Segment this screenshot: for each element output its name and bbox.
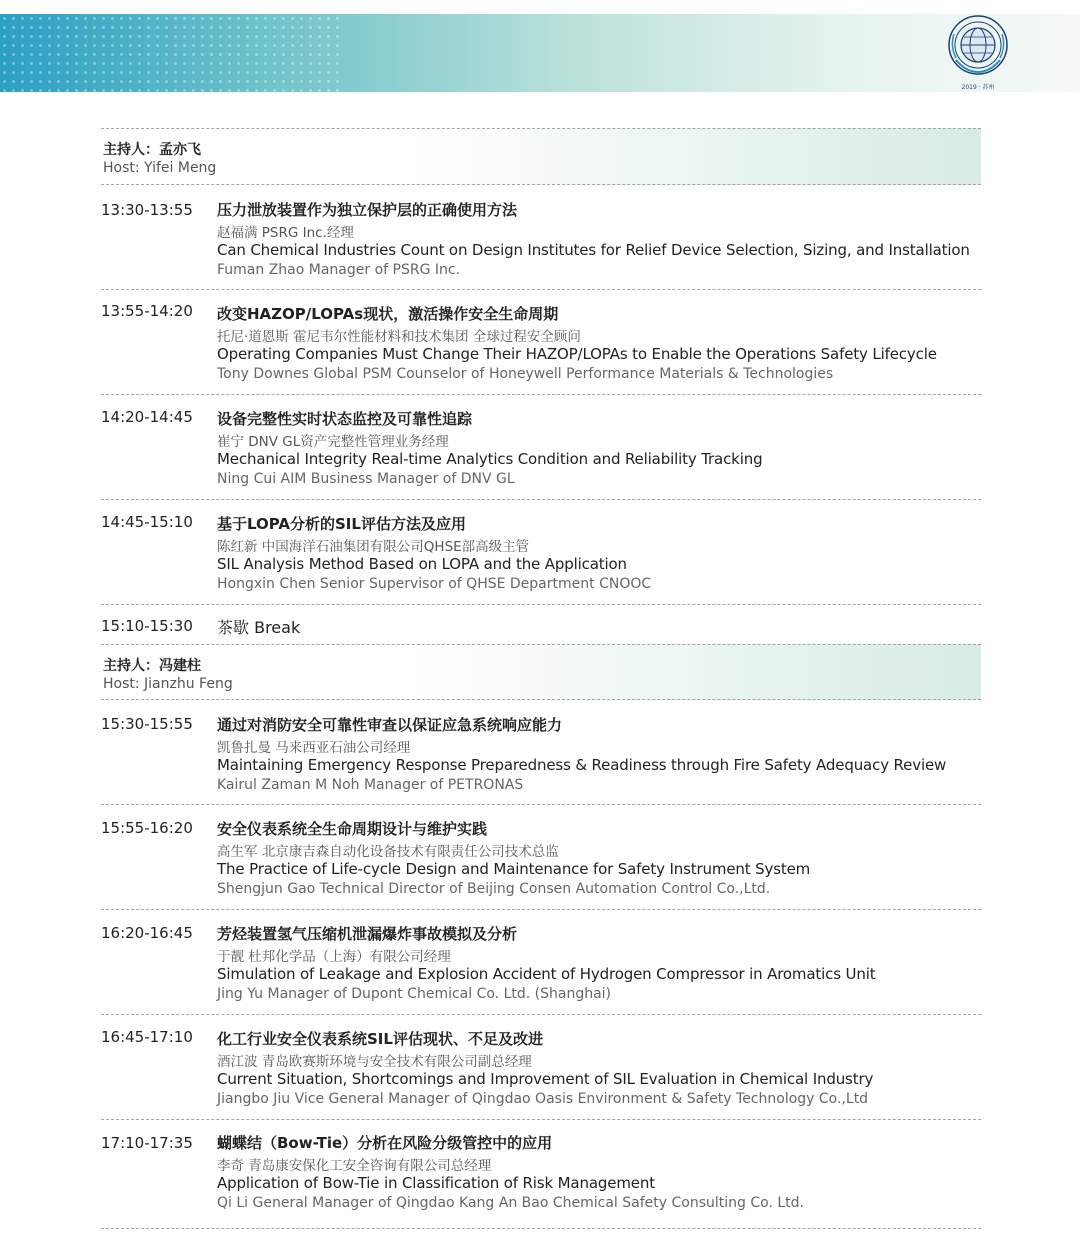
agenda-item (101, 290, 981, 395)
item-time: 17:10-17:35 (101, 1134, 193, 1152)
item-body (217, 408, 997, 492)
item-title-cn: 芳烃装置氢气压缩机泄漏爆炸事故模拟及分析 (217, 925, 518, 943)
conference-logo (946, 14, 1010, 92)
item-speaker-cn: 凯鲁扎曼 马来西亚石油公司经理 (217, 740, 411, 756)
item-speaker-en: Fuman Zhao Manager of PSRG Inc. (217, 262, 461, 278)
item-body (217, 1028, 997, 1112)
agenda-item (101, 1120, 981, 1229)
item-title-en: Operating Companies Must Change Their HAZOP/LOPAs to Enable the Operations Safety Lifecycle (217, 345, 937, 363)
item-title-en: Can Chemical Industries Count on Design Institutes for Relief Device Selection, Sizing, and Installation (217, 241, 970, 259)
item-speaker-cn: 高生军 北京康吉森自动化设备技术有限责任公司技术总监 (217, 844, 559, 860)
item-title-en: The Practice of Life-cycle Design and Maintenance for Safety Instrument System (217, 860, 811, 878)
item-speaker-cn: 李奇 青岛康安保化工安全咨询有限公司总经理 (217, 1158, 492, 1174)
item-title-en: SIL Analysis Method Based on LOPA and the Application (217, 555, 627, 573)
item-time: 15:30-15:55 (101, 715, 193, 733)
item-body (217, 714, 997, 798)
item-title-cn: 压力泄放装置作为独立保护层的正确使用方法 (217, 201, 518, 219)
item-time: 16:45-17:10 (101, 1028, 193, 1046)
host-name-cn: 主持人：孟亦飞 (103, 142, 201, 158)
item-speaker-en: Qi Li General Manager of Qingdao Kang An Bao Chemical Safety Consulting Co. Ltd. (217, 1195, 804, 1211)
item-speaker-cn: 于靓 杜邦化学品（上海）有限公司经理 (217, 949, 451, 965)
agenda-item (101, 700, 981, 805)
break-item (101, 605, 981, 644)
agenda-item (101, 500, 981, 605)
item-time: 13:30-13:55 (101, 201, 193, 219)
item-body (217, 923, 997, 1007)
item-speaker-cn: 陈红新 中国海洋石油集团有限公司QHSE部高级主管 (217, 539, 530, 555)
item-speaker-en: Jiangbo Jiu Vice General Manager of Qingdao Oasis Environment & Safety Technology Co.,Ltd (217, 1091, 869, 1107)
item-title-en: Application of Bow-Tie in Classification of Risk Management (217, 1174, 655, 1192)
globe-emblem-icon (946, 14, 1010, 80)
item-speaker-en: Hongxin Chen Senior Supervisor of QHSE Department CNOOC (217, 576, 652, 592)
item-speaker-en: Tony Downes Global PSM Counselor of Honeywell Performance Materials & Technologies (217, 366, 834, 382)
item-time: 13:55-14:20 (101, 302, 193, 320)
item-body (217, 513, 997, 597)
item-time: 14:45-15:10 (101, 513, 193, 531)
item-title-cn: 改变HAZOP/LOPAs现状，激活操作安全生命周期 (217, 305, 559, 323)
item-body (217, 818, 997, 902)
agenda-item (101, 395, 981, 500)
item-title-cn: 通过对消防安全可靠性审查以保证应急系统响应能力 (217, 716, 563, 734)
item-speaker-en: Jing Yu Manager of Dupont Chemical Co. Ltd. (Shanghai) (217, 986, 612, 1002)
item-title-en: Simulation of Leakage and Explosion Accident of Hydrogen Compressor in Aromatics Unit (217, 965, 876, 983)
item-body (217, 1132, 997, 1216)
host-name-en: Host: Jianzhu Feng (103, 676, 233, 692)
host-name-cn: 主持人：冯建柱 (103, 658, 201, 674)
session-host-header (101, 128, 981, 185)
item-title-en: Current Situation, Shortcomings and Improvement of SIL Evaluation in Chemical Industry (217, 1070, 874, 1088)
item-speaker-en: Ning Cui AIM Business Manager of DNV GL (217, 471, 515, 487)
host-name-en: Host: Yifei Meng (103, 160, 217, 176)
agenda-item (101, 185, 981, 290)
agenda-item (101, 805, 981, 910)
item-speaker-en: Kairul Zaman M Noh Manager of PETRONAS (217, 777, 524, 793)
break-label: 茶歇 Break (217, 618, 301, 637)
item-body (217, 303, 997, 387)
banner-dot-pattern (0, 14, 340, 92)
item-title-cn: 安全仪表系统全生命周期设计与维护实践 (217, 820, 488, 838)
item-speaker-cn: 赵福满 PSRG Inc.经理 (217, 225, 354, 241)
item-title-cn: 蝴蝶结（Bow-Tie）分析在风险分级管控中的应用 (217, 1134, 553, 1152)
item-title-en: Mechanical Integrity Real-time Analytics Condition and Reliability Tracking (217, 450, 763, 468)
item-title-cn: 基于LOPA分析的SIL评估方法及应用 (217, 515, 466, 533)
header-banner (0, 14, 1080, 92)
item-time: 15:55-16:20 (101, 819, 193, 837)
item-speaker-cn: 托尼·道恩斯 霍尼韦尔性能材料和技术集团 全球过程安全顾问 (217, 329, 581, 345)
break-time: 15:10-15:30 (101, 617, 193, 635)
logo-year-text: 2019 · 苏州 (961, 84, 995, 91)
item-speaker-en: Shengjun Gao Technical Director of Beijing Consen Automation Control Co.,Ltd. (217, 881, 771, 897)
item-title-cn: 设备完整性实时状态监控及可靠性追踪 (217, 410, 473, 428)
session-host-header (101, 644, 981, 700)
item-title-cn: 化工行业安全仪表系统SIL评估现状、不足及改进 (217, 1030, 543, 1048)
item-time: 16:20-16:45 (101, 924, 193, 942)
item-speaker-cn: 酒江波 青岛欧赛斯环境与安全技术有限公司副总经理 (217, 1054, 532, 1070)
agenda-item (101, 910, 981, 1015)
item-body (217, 199, 997, 283)
item-title-en: Maintaining Emergency Response Preparedness & Readiness through Fire Safety Adequacy Review (217, 756, 947, 774)
item-speaker-cn: 崔宁 DNV GL资产完整性管理业务经理 (217, 434, 449, 450)
agenda (101, 128, 981, 1229)
item-time: 14:20-14:45 (101, 408, 193, 426)
agenda-item (101, 1015, 981, 1120)
